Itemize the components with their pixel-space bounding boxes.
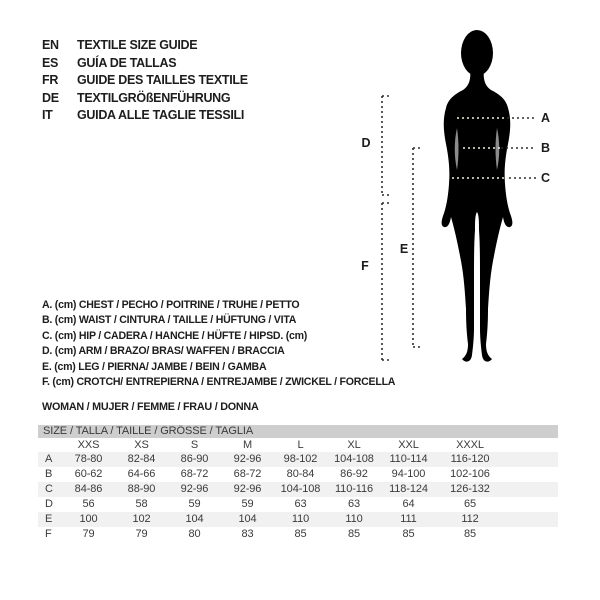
size-cell: 68-72 <box>233 468 262 480</box>
legend-item-crotch: F. (cm) CROTCH/ ENTREPIERNA / ENTREJAMBE / ZWICKEL / FORCELLA <box>42 375 396 388</box>
size-cell: 68-72 <box>180 468 209 480</box>
filler-cell <box>504 512 558 527</box>
language-code: FR <box>42 73 59 87</box>
language-code: DE <box>42 90 59 105</box>
row-label: F <box>45 528 52 540</box>
table-row-f <box>38 527 558 542</box>
size-cell: 102-106 <box>450 468 490 480</box>
language-row <box>42 37 248 55</box>
language-code: ES <box>42 55 59 70</box>
size-cell: 116-120 <box>436 452 504 467</box>
legend-item-leg: E. (cm) LEG / PIERNA/ JAMBE / BEIN / GAMBA <box>42 360 267 373</box>
table-row-e <box>38 512 558 527</box>
size-cell: 110 <box>274 512 327 527</box>
column-header-xl: XL <box>347 439 361 451</box>
leg-measure-line <box>413 148 420 347</box>
size-cell: 79 <box>82 528 95 540</box>
measurement-legend <box>42 298 395 390</box>
column-header-xxs: XXS <box>77 439 100 451</box>
language-title: GUIDA ALLE TAGLIE TESSILI <box>77 108 245 122</box>
size-cell: 104-108 <box>327 452 381 467</box>
measure-label-f: F <box>361 259 369 273</box>
size-table-title-row <box>38 425 558 438</box>
row-label: B <box>45 468 53 480</box>
filler-cell <box>504 467 558 482</box>
language-title: GUÍA DE TALLAS <box>77 55 177 70</box>
size-cell: 64-66 <box>127 468 156 480</box>
size-cell: 112 <box>436 512 504 527</box>
size-cell: 85 <box>463 528 477 540</box>
size-cell: 79 <box>135 528 148 540</box>
size-cell: 126-132 <box>436 482 504 497</box>
size-cell: 85 <box>402 528 415 540</box>
filler-cell <box>504 482 558 497</box>
size-cell: 84-86 <box>62 482 115 497</box>
row-label: E <box>38 512 62 527</box>
column-header-m: M <box>242 439 253 451</box>
language-title: GUIDE DES TAILLES TEXTILE <box>77 73 248 87</box>
size-cell: 83 <box>241 528 254 540</box>
woman-silhouette-icon <box>442 30 513 362</box>
size-cell: 94-100 <box>391 468 426 480</box>
language-row <box>42 55 248 73</box>
size-cell: 86-90 <box>168 452 221 467</box>
size-cell: 63 <box>347 498 361 510</box>
measure-label-a: A <box>541 111 551 125</box>
size-table <box>38 425 558 542</box>
language-title: TEXTILGRÖßENFÜHRUNG <box>77 90 231 105</box>
filler-cell <box>504 527 558 542</box>
size-cell: 104 <box>168 512 221 527</box>
column-header-s: S <box>190 439 199 451</box>
row-label: A <box>38 452 62 467</box>
gender-label: WOMAN / MUJER / FEMME / FRAU / DONNA <box>42 401 259 413</box>
arm-measure-line <box>382 96 389 195</box>
size-cell: 98-102 <box>274 452 327 467</box>
size-cell: 65 <box>463 498 477 510</box>
filler-cell <box>504 452 558 467</box>
size-cell: 92-96 <box>221 482 274 497</box>
table-row-d <box>38 497 558 512</box>
table-row-c <box>38 482 558 497</box>
size-cell: 110-116 <box>327 482 381 497</box>
size-cell: 102 <box>115 512 168 527</box>
measure-label-d: D <box>361 136 371 150</box>
measure-label-c: C <box>541 171 551 185</box>
language-code: EN <box>42 38 59 52</box>
column-header-xs: XS <box>134 439 149 451</box>
row-label: D <box>45 498 53 510</box>
row-label: C <box>38 482 62 497</box>
size-cell: 92-96 <box>168 482 221 497</box>
size-cell: 80 <box>188 528 201 540</box>
language-title-block <box>42 37 248 125</box>
language-code: IT <box>42 108 53 122</box>
language-row <box>42 107 248 125</box>
legend-item-waist: B. (cm) WAIST / CINTURA / TAILLE / HÜFTUNG / VITA <box>42 314 297 327</box>
corner-cell <box>38 438 62 452</box>
size-cell: 59 <box>241 498 254 510</box>
legend-item-hip: C. (cm) HIP / CADERA / HANCHE / HÜFTE / HIPSD. (cm) <box>42 329 308 342</box>
column-header-xxl: XXL <box>398 439 419 451</box>
size-cell: 111 <box>381 512 436 527</box>
size-cell: 82-84 <box>115 452 168 467</box>
size-cell: 80-84 <box>286 468 315 480</box>
size-cell: 78-80 <box>62 452 115 467</box>
table-row-b <box>38 467 558 482</box>
size-cell: 58 <box>135 498 148 510</box>
size-table-header-row <box>38 438 558 452</box>
size-cell: 59 <box>188 498 201 510</box>
size-cell: 104-108 <box>274 482 327 497</box>
table-row-a <box>38 452 558 467</box>
measure-label-e: E <box>399 242 409 256</box>
size-cell: 88-90 <box>115 482 168 497</box>
size-cell: 85 <box>294 528 307 540</box>
size-cell: 100 <box>62 512 115 527</box>
filler-cell <box>504 438 558 452</box>
language-row <box>42 72 248 90</box>
size-cell: 118-124 <box>381 482 436 497</box>
size-cell: 64 <box>402 498 415 510</box>
size-cell: 56 <box>82 498 95 510</box>
size-cell: 86-92 <box>340 468 368 480</box>
column-header-l: L <box>297 439 304 451</box>
size-table-title: SIZE / TALLA / TAILLE / GRÖSSE / TAGLIA <box>38 425 558 438</box>
filler-cell <box>504 497 558 512</box>
legend-item-chest: A. (cm) CHEST / PECHO / POITRINE / TRUHE / PETTO <box>42 299 300 311</box>
size-cell: 104 <box>221 512 274 527</box>
measure-label-b: B <box>541 141 551 155</box>
column-header-xxxl: XXXL <box>456 439 484 451</box>
size-cell: 60-62 <box>74 468 103 480</box>
language-row <box>42 90 248 108</box>
size-cell: 63 <box>294 498 307 510</box>
size-cell: 85 <box>347 528 361 540</box>
legend-item-arm: D. (cm) ARM / BRAZO/ BRAS/ WAFFEN / BRACCIA <box>42 345 285 358</box>
size-cell: 92-96 <box>221 452 274 467</box>
size-cell: 110 <box>327 512 381 527</box>
language-title: TEXTILE SIZE GUIDE <box>77 38 198 52</box>
size-cell: 110-114 <box>381 452 436 467</box>
